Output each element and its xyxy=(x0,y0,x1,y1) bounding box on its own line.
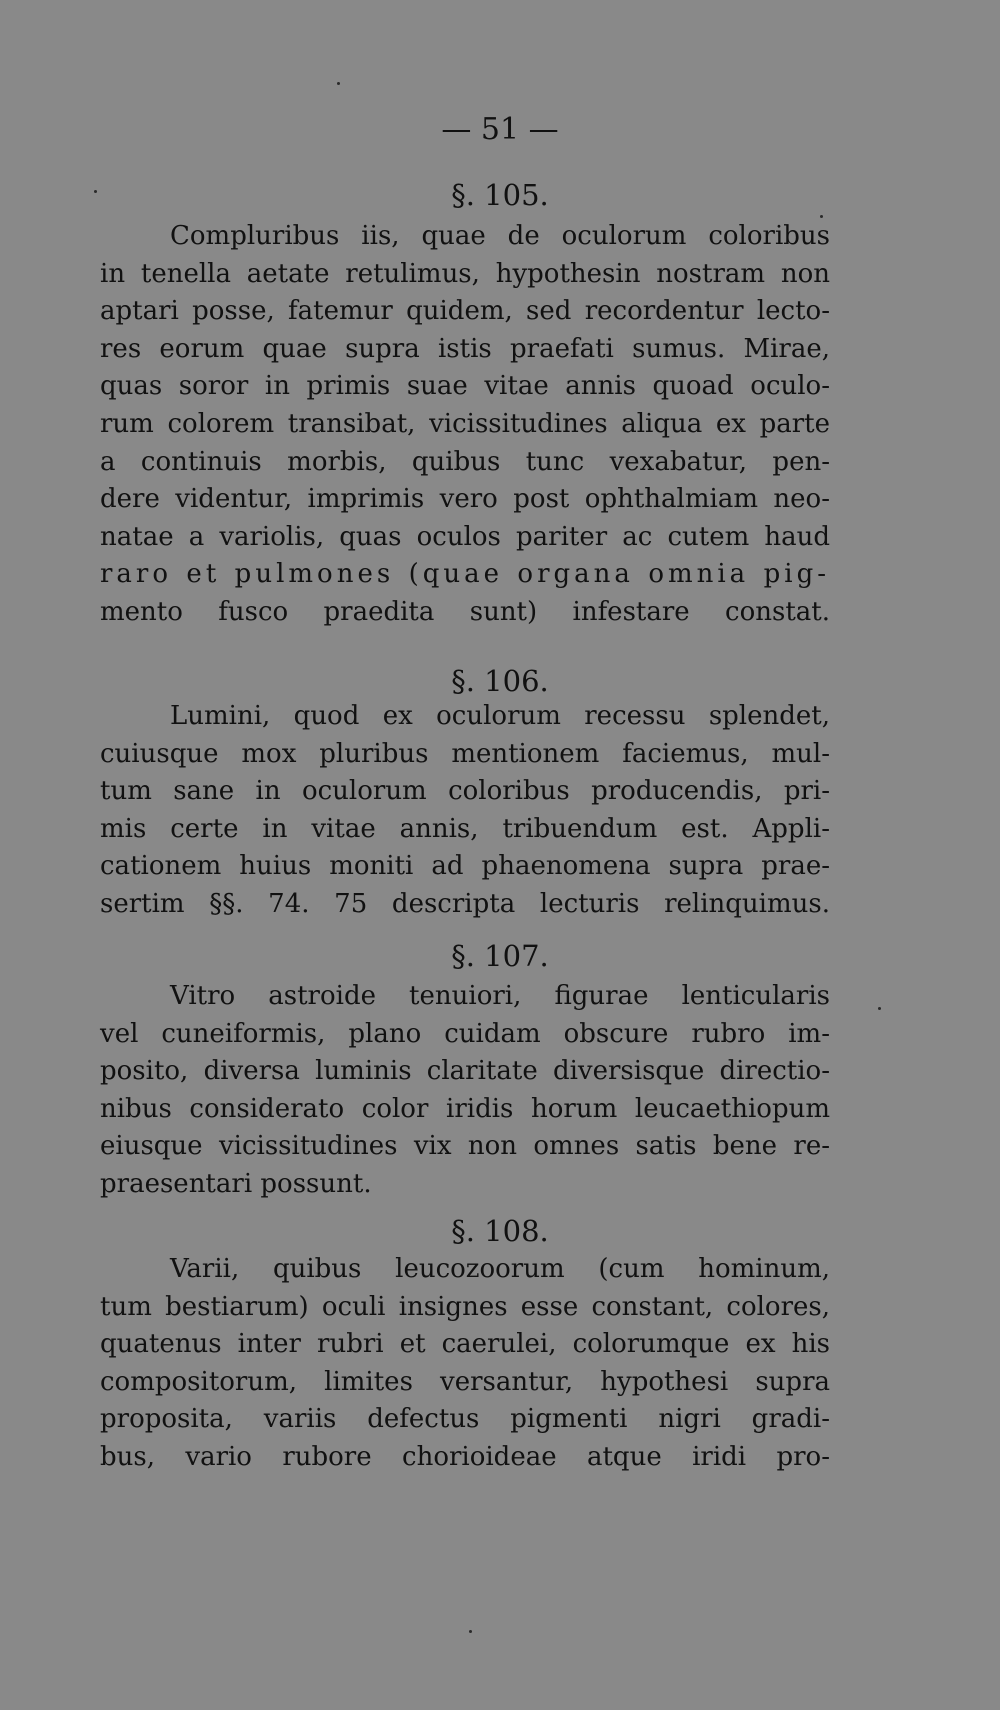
paragraph-107 xyxy=(100,978,830,1204)
text-line: cuiusque mox pluribus mentionem faciemus, mul- xyxy=(100,738,830,769)
scan-speck xyxy=(878,1007,881,1010)
scan-speck xyxy=(94,190,97,193)
text-line: nibus considerato color iridis horum leucaethiopum xyxy=(100,1093,830,1124)
text-line: in tenella aetate retulimus, hypothesin nostram non xyxy=(100,258,830,289)
text-line: rum colorem transibat, vicissitudines aliqua ex parte xyxy=(100,408,830,439)
text-line: Lumini, quod ex oculorum recessu splendet, xyxy=(170,701,830,731)
scan-speck xyxy=(820,215,823,218)
text-line: vel cuneiformis, plano cuidam obscure rubro im- xyxy=(100,1018,830,1049)
text-line: posito, diversa luminis claritate diversisque directio- xyxy=(100,1056,830,1087)
text-line: compositorum, limites versantur, hypothesi supra xyxy=(100,1366,830,1397)
text-line: mento fusco praedita sunt) infestare constat. xyxy=(100,596,830,627)
text-line: cationem huius moniti ad phaenomena supra prae- xyxy=(100,851,830,882)
text-line: bus, vario rubore chorioideae atque iridi pro- xyxy=(100,1441,830,1472)
text-line: res eorum quae supra istis praefati sumus. Mirae, xyxy=(100,333,830,364)
section-heading-107: §. 107. xyxy=(451,939,549,973)
text-line: Compluribus iis, quae de oculorum coloribus xyxy=(170,221,830,251)
text-line: tum bestiarum) oculi insignes esse constant, colores, xyxy=(100,1291,830,1322)
text-line: mis certe in vitae annis, tribuendum est. Appli- xyxy=(100,813,830,844)
section-heading-106: §. 106. xyxy=(451,664,549,698)
scan-speck xyxy=(469,1630,472,1633)
scan-speck xyxy=(337,82,340,85)
text-line: raro et pulmones (quae organa omnia pig- xyxy=(100,559,830,590)
text-line: tum sane in oculorum coloribus producendis, pri- xyxy=(100,776,830,807)
paragraph-105 xyxy=(100,218,830,632)
text-line: dere videntur, imprimis vero post ophthalmiam neo- xyxy=(100,484,830,515)
text-line: quas soror in primis suae vitae annis quoad oculo- xyxy=(100,371,830,402)
paragraph-106 xyxy=(100,698,830,924)
page-number: — 51 — xyxy=(441,112,559,147)
section-heading-105: §. 105. xyxy=(451,178,549,212)
text-line: a continuis morbis, quibus tunc vexabatur, pen- xyxy=(100,446,830,477)
text-line: proposita, variis defectus pigmenti nigri gradi- xyxy=(100,1404,830,1435)
text-line: quatenus inter rubri et caerulei, colorumque ex his xyxy=(100,1329,830,1360)
text-line: sertim §§. 74. 75 descripta lecturis relinquimus. xyxy=(100,888,830,919)
paragraph-108 xyxy=(100,1251,830,1477)
text-line: praesentari possunt. xyxy=(100,1168,372,1199)
text-line: natae a variolis, quas oculos pariter ac cutem haud xyxy=(100,521,830,552)
text-line: eiusque vicissitudines vix non omnes satis bene re- xyxy=(100,1131,830,1162)
text-line: Vitro astroide tenuiori, figurae lenticularis xyxy=(170,981,830,1011)
text-line: aptari posse, fatemur quidem, sed recordentur lecto- xyxy=(100,296,830,327)
text-line: Varii, quibus leucozoorum (cum hominum, xyxy=(170,1254,830,1284)
section-heading-108: §. 108. xyxy=(451,1214,549,1248)
